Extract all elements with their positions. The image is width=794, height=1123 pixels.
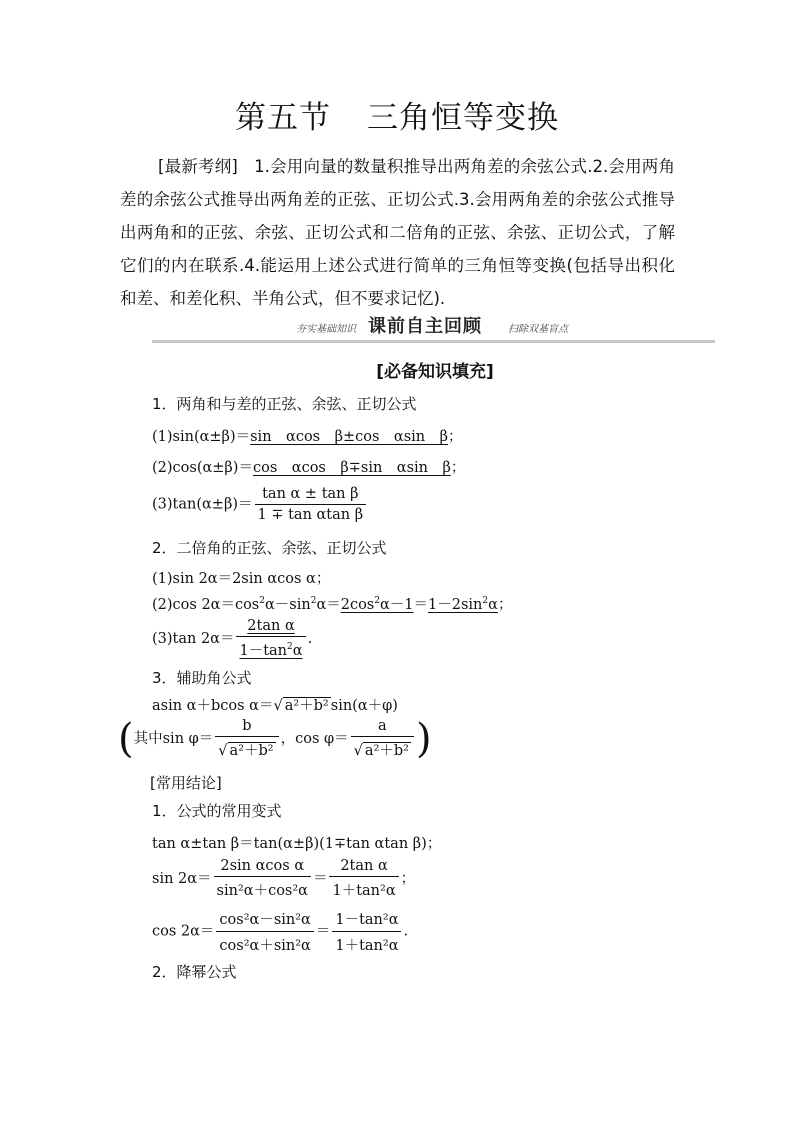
common-variants-heading: 1．公式的常用变式 <box>152 802 282 820</box>
syllabus-tag: [最新考纲] <box>158 157 238 176</box>
sum-difference-heading: 1．两角和与差的正弦、余弦、正切公式 <box>152 395 417 413</box>
syllabus-text: 1.会用向量的数量积推导出两角差的余弦公式.2.会用两角差的余弦公式推导出两角差的正弦、正切公式.3.会用两角差的余弦公式推导出两角和的正弦、余弦、正切公式和二倍角的正弦、余弦、正切公式，了解它们的内在联系.4.能运用上述公式进行简单的三角恒等变换(包括导出积化和差、和差化积、半角公式，但不要求记忆). <box>120 157 675 308</box>
sin-phi-fraction: $\frac{b}{\text{√ a²＋b²}}$ <box>215 718 278 760</box>
tan-sum-formula: (3)tan(α±β)＝ $\frac{\text{tan α ± tan β}}{\text{1 ∓ tan αtan β}}$ <box>152 486 368 523</box>
sin-sum-formula: (1)sin(α±β)＝sin αcos β±cos αsin β； <box>152 429 463 445</box>
tan-double-formula: (3)tan 2α＝ $\frac{\text{2tan α}}{1-\tan^2\alpha}$ . <box>152 618 313 659</box>
cos-sum-formula: (2)cos(α±β)＝cos αcos β∓sin αsin β； <box>152 460 466 476</box>
banner-right-text: 扫除双基盲点 <box>508 324 568 335</box>
common-conclusions-tag: [常用结论] <box>150 774 222 792</box>
title-topic: 三角恒等变换 <box>367 100 559 136</box>
tan-sum-variant: tan α±tan β＝tan(α±β)(1∓tan αtan β)； <box>152 836 442 852</box>
cos-sum-answer: cos αcos β∓sin αsin β <box>252 460 451 476</box>
power-reduction-heading: 2．降幂公式 <box>152 963 237 981</box>
section-banner <box>152 312 715 343</box>
auxiliary-angle-note: (其中sin φ＝ $\frac{b}{\text{√ a²＋b²}}$ ，cos φ＝ $\frac{a}{\text{√ a²＋b²}}$ ) <box>118 716 432 762</box>
cos-double-answer-1: $2\cos^2\alpha-1$ <box>340 596 414 613</box>
syllabus-paragraph <box>120 150 675 315</box>
double-angle-heading: 2．二倍角的正弦、余弦、正切公式 <box>152 539 387 557</box>
sin-sum-answer: sin αcos β±cos αsin β <box>250 429 449 445</box>
page-title <box>0 92 794 137</box>
sin-double-formula: (1)sin 2α＝2sin αcos α； <box>152 571 331 587</box>
banner-left-text: 夯实基础知识 <box>296 324 356 335</box>
tan-double-fraction: $\frac{\text{2tan α}}{1-\tan^2\alpha}$ <box>236 618 305 660</box>
knowledge-fill-heading: [必备知识填充] <box>376 362 494 382</box>
tan-sum-fraction: $\frac{\text{tan α ± tan β}}{\text{1 ∓ tan αtan β}}$ <box>255 486 367 523</box>
cos-phi-fraction: $\frac{a}{\text{√ a²＋b²}}$ <box>351 718 414 760</box>
auxiliary-angle-heading: 3．辅助角公式 <box>152 669 252 687</box>
cos-double-formula: (2)cos $2\alpha=\cos^2\alpha-\sin^2\alpha=2\cos^2\alpha-1=1-2\sin^2\alpha$； <box>152 596 513 613</box>
cos-double-variant: cos 2α＝ $\frac{\text{cos²α－sin²α}}{\text{cos²α＋sin²α}}$ ＝ $\frac{\text{1－tan²α}}{\text{1＋tan²α}}$ . <box>152 908 408 955</box>
cos-double-answer-2: $1-2\sin^2\alpha$ <box>428 596 498 613</box>
title-section-number: 第五节 <box>235 100 331 136</box>
sin-double-variant: sin 2α＝ $\frac{\text{2sin αcos α}}{\text{sin²α＋cos²α}}$ ＝ $\frac{\text{2tan α}}{\text{1＋tan²α}}$ ； <box>152 858 416 899</box>
auxiliary-angle-formula: asin α＋bcos α＝√ a²＋b² sin(α＋φ) <box>152 698 398 714</box>
banner-title: 课前自主回顾 <box>368 316 482 337</box>
